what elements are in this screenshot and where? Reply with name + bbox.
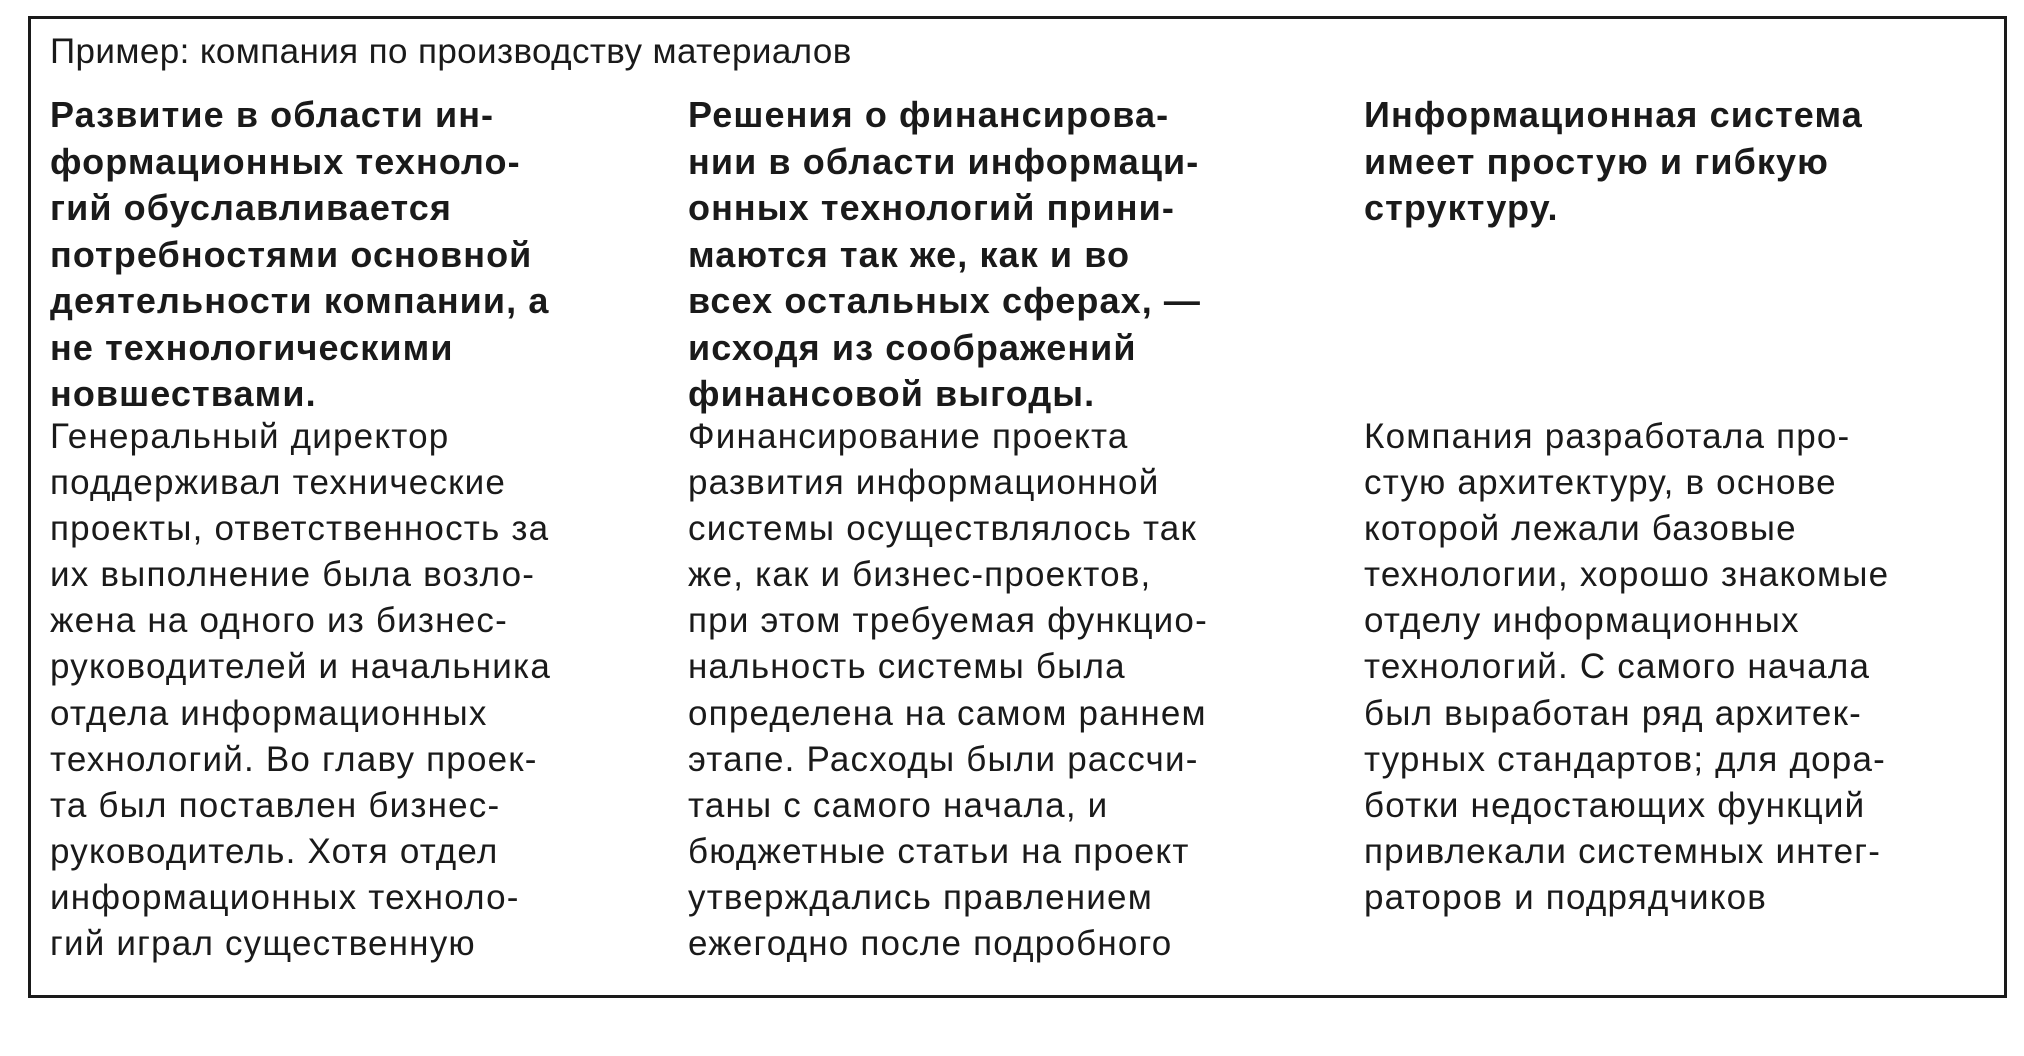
body-line: турных стандартов; для дора-: [1364, 739, 1886, 779]
body-line: Генеральный директор: [50, 417, 450, 456]
heading-line: нии в области информаци-: [688, 140, 1200, 182]
box-caption: Пример: компания по производству материалов: [50, 32, 852, 71]
heading-line: деятельности компании, а: [50, 280, 550, 321]
heading-line: структуру.: [1364, 187, 1559, 228]
body-line: Финансирование проекта: [688, 417, 1129, 456]
body-line: технологий. С самого начала: [1364, 647, 1871, 687]
heading-line: потребностями основной: [50, 233, 533, 275]
body-line: раторов и подрядчиков: [1364, 877, 1768, 917]
body-line: системы осуществлялось так: [688, 509, 1197, 549]
body-line: руководителей и начальника: [50, 647, 551, 687]
column-it-financing: [688, 92, 1348, 967]
heading-line: Информационная система: [1364, 94, 1863, 135]
body-line: стую архитектуру, в основе: [1364, 463, 1837, 503]
body-line: Компания разработала про-: [1364, 417, 1851, 456]
column-heading: [688, 92, 1348, 414]
body-line: определена на самом раннем: [688, 693, 1207, 733]
body-line: технологии, хорошо знакомые: [1364, 555, 1890, 595]
heading-line: Развитие в области ин-: [50, 94, 495, 135]
body-line: руководитель. Хотя отдел: [50, 831, 499, 871]
body-line: та был поставлен бизнес-: [50, 785, 501, 825]
heading-line: гий обуславливается: [50, 187, 453, 228]
body-line: развития информационной: [688, 463, 1160, 503]
body-line: гий играл существенную: [50, 924, 476, 964]
body-line: был выработан ряд архитек-: [1364, 693, 1862, 733]
body-line: ежегодно после подробного: [688, 924, 1173, 964]
body-line: которой лежали базовые: [1364, 509, 1797, 549]
column-it-development: [50, 92, 680, 967]
body-line: привлекали системных интег-: [1364, 831, 1882, 871]
heading-line: всех остальных сферах, —: [688, 280, 1202, 321]
body-line: же, как и бизнес-проектов,: [688, 555, 1152, 595]
heading-line: финансовой выгоды.: [688, 373, 1096, 414]
body-line: ботки недостающих функций: [1364, 785, 1866, 825]
body-line: при этом требуемая функцио-: [688, 601, 1208, 641]
column-body: [1364, 414, 1994, 921]
body-line: их выполнение была возло-: [50, 555, 536, 595]
example-box: [28, 16, 2007, 998]
body-line: нальность системы была: [688, 647, 1126, 687]
heading-line: исходя из соображений: [688, 326, 1137, 368]
body-line: отдела информационных: [50, 693, 488, 733]
column-heading: [1364, 92, 1994, 414]
heading-line: имеет простую и гибкую: [1364, 140, 1830, 182]
column-body: [50, 414, 680, 967]
body-line: жена на одного из бизнес-: [50, 601, 508, 641]
body-line: этапе. Расходы были рассчи-: [688, 739, 1199, 779]
body-line: отделу информационных: [1364, 601, 1800, 641]
heading-line: маются так же, как и во: [688, 233, 1131, 275]
heading-line: новшествами.: [50, 373, 317, 414]
heading-line: онных технологий прини-: [688, 187, 1175, 228]
column-it-architecture: [1364, 92, 1994, 921]
body-line: проекты, ответственность за: [50, 509, 550, 549]
body-line: поддерживал технические: [50, 463, 507, 503]
heading-line: формационных техноло-: [50, 140, 521, 182]
heading-line: не технологическими: [50, 326, 454, 368]
body-line: утверждались правлением: [688, 877, 1153, 917]
body-line: технологий. Во главу проек-: [50, 739, 538, 779]
body-line: таны с самого начала, и: [688, 785, 1109, 825]
body-line: бюджетные статьи на проект: [688, 831, 1190, 871]
column-heading: [50, 92, 680, 414]
column-body: [688, 414, 1348, 967]
body-line: информационных техноло-: [50, 877, 520, 917]
heading-line: Решения о финансирова-: [688, 94, 1170, 135]
